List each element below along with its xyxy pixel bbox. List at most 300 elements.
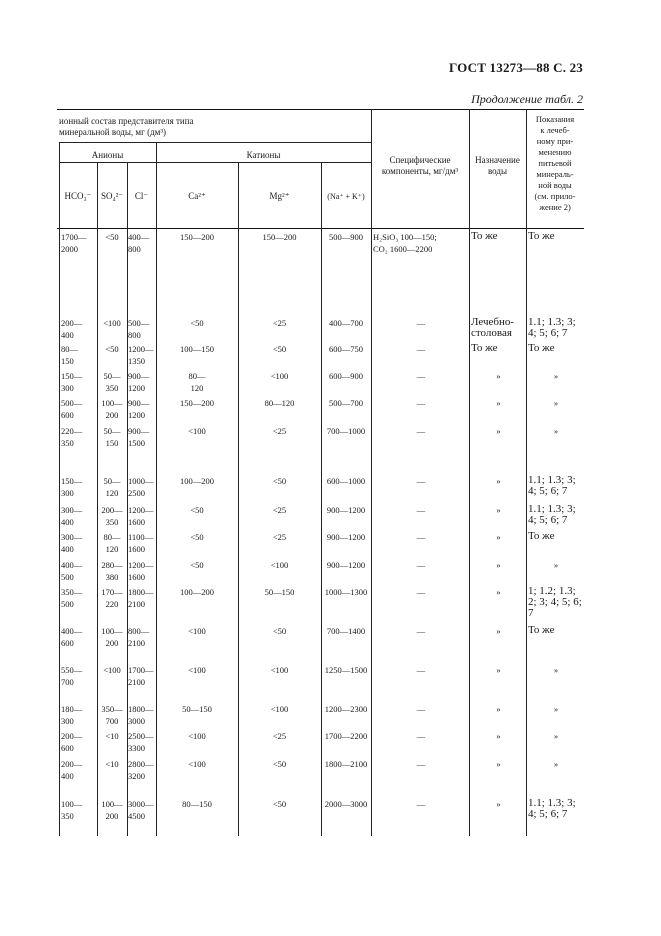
cell-hco3 — [61, 397, 97, 421]
cell-nak — [321, 758, 371, 770]
cell-line: <50 — [272, 626, 287, 636]
cell-line: 300 — [61, 383, 74, 393]
cell-line: 120 — [105, 488, 119, 498]
header-indications-line: жение 2) — [539, 202, 571, 212]
cell-line: » — [496, 731, 501, 741]
cell-line: 350 — [61, 811, 74, 821]
cell-line: <100 — [270, 560, 289, 570]
cell-line: <100 — [270, 371, 289, 381]
cell-mg — [238, 758, 321, 770]
cell-line: 1800— — [128, 704, 154, 714]
cell-line: — — [416, 704, 426, 714]
cell-ca — [156, 370, 238, 394]
cell-nak — [321, 559, 371, 571]
cell-ca — [156, 703, 238, 715]
cell-ind — [528, 475, 584, 497]
cell-line: 900—1200 — [326, 560, 366, 570]
cell-purpose — [471, 586, 526, 598]
cell-line: 500 — [61, 599, 74, 609]
cell-line: — — [416, 665, 426, 675]
cell-nak — [321, 798, 371, 810]
cell-purpose — [471, 730, 526, 742]
cell-line: 80— — [103, 532, 121, 542]
header-purpose-line2: воды — [487, 166, 508, 176]
cell-line: 2000—3000 — [324, 799, 368, 809]
cell-line: 1700— — [128, 665, 154, 675]
cell-spec — [373, 664, 469, 676]
cell-line: 1.1; 1.3; 3; — [528, 797, 576, 809]
cell-mg — [238, 625, 321, 637]
cell-mg — [238, 703, 321, 715]
table-continuation-label: Продолжение табл. 2 — [471, 92, 583, 106]
cell-line: 350 — [105, 517, 119, 527]
cell-line: 1.1; 1.3; 3; — [528, 316, 576, 328]
header-indications-line: Показания — [535, 114, 575, 124]
cell-line: То же — [528, 230, 555, 242]
cell-line: » — [496, 626, 501, 636]
cell-ind — [528, 798, 584, 820]
cell-ca — [156, 531, 238, 543]
cell-purpose — [471, 397, 526, 409]
cell-line: <100 — [188, 731, 206, 741]
cell-ind — [528, 758, 584, 770]
cell-line: 200 — [105, 410, 119, 420]
cell-nak — [321, 317, 371, 329]
header-indications-line: к лечеб- — [540, 125, 570, 135]
cell-line: 3000— — [128, 799, 154, 809]
cell-spec — [373, 531, 469, 543]
cell-ind — [528, 730, 584, 742]
cell-line: 1000—1300 — [324, 587, 368, 597]
cell-line: <100 — [188, 426, 206, 436]
cell-line: То же — [471, 230, 498, 242]
cell-line: 120 — [105, 544, 119, 554]
header-specific-line2: компоненты, мг/дм³ — [381, 166, 459, 176]
cell-line: <100 — [188, 626, 206, 636]
cell-line: 1500 — [128, 438, 145, 448]
cell-line: CO₂ 1600—2200 — [373, 244, 433, 254]
cell-mg — [238, 425, 321, 437]
cell-line: 500— — [61, 398, 83, 408]
cell-line: <50 — [190, 532, 204, 542]
cell-so4 — [97, 586, 127, 610]
cell-line: 900— — [128, 398, 150, 408]
cell-line: — — [416, 318, 426, 328]
cell-so4 — [97, 703, 127, 727]
cell-so4 — [97, 343, 127, 355]
cell-line: » — [496, 532, 501, 542]
cell-line: 150— — [61, 476, 83, 486]
cell-hco3 — [61, 703, 97, 727]
cell-line: 380 — [105, 572, 119, 582]
cell-line: 2; 3; 4; 5; 6; — [528, 596, 582, 608]
cell-so4 — [97, 798, 127, 822]
header-hco3: HCO₃⁻ — [64, 191, 92, 201]
cell-line: 400 — [61, 517, 74, 527]
col-divider — [526, 109, 527, 836]
cell-spec — [373, 425, 469, 437]
cell-line: 700—1400 — [326, 626, 366, 636]
header-cations: Катионы — [246, 150, 281, 160]
cell-line: 200 — [105, 638, 119, 648]
cell-cl — [128, 231, 156, 255]
cell-line: — — [416, 626, 426, 636]
cell-ind — [528, 586, 584, 619]
cell-line: 280— — [101, 560, 123, 570]
cell-line: 180— — [61, 704, 83, 714]
cell-line: <50 — [105, 344, 119, 354]
cell-ind — [528, 625, 584, 636]
cell-line: 1350 — [128, 356, 145, 366]
cell-line: 200— — [101, 505, 123, 515]
cell-line: 150 — [61, 356, 74, 366]
cell-cl — [128, 343, 156, 367]
header-indications-line: ному при- — [536, 136, 574, 146]
header-rule-groups — [59, 162, 371, 163]
cell-purpose — [471, 370, 526, 382]
cell-line: » — [553, 426, 559, 436]
cell-line: 350 — [105, 383, 119, 393]
cell-line: 2100 — [128, 677, 145, 687]
cell-spec — [373, 586, 469, 598]
cell-cl — [128, 397, 156, 421]
cell-ca — [156, 425, 238, 437]
cell-line: 600—900 — [329, 371, 363, 381]
cell-line: 900— — [128, 371, 150, 381]
cell-line: 900—1200 — [326, 505, 366, 515]
cell-hco3 — [61, 343, 97, 367]
cell-mg — [238, 370, 321, 382]
cell-mg — [238, 317, 321, 329]
cell-line: 900— — [128, 426, 150, 436]
cell-line: 800— — [128, 626, 150, 636]
cell-nak — [321, 531, 371, 543]
cell-line: 1600 — [128, 572, 145, 582]
cell-line: 600 — [61, 638, 74, 648]
cell-line: 1100— — [128, 532, 154, 542]
cell-nak — [321, 231, 371, 243]
cell-line: 1250—1500 — [324, 665, 368, 675]
cell-nak — [321, 475, 371, 487]
cell-ind — [528, 504, 584, 526]
cell-line: 1200— — [128, 344, 154, 354]
cell-ca — [156, 475, 238, 487]
cell-cl — [128, 475, 156, 499]
cell-hco3 — [61, 559, 97, 583]
cell-so4 — [97, 231, 127, 243]
cell-line: 220 — [105, 599, 119, 609]
cell-line: <100 — [188, 759, 206, 769]
cell-line: 100— — [101, 626, 123, 636]
cell-line: 1800— — [128, 587, 154, 597]
cell-line: 4; 5; 6; 7 — [528, 514, 568, 526]
cell-line: 100— — [101, 799, 123, 809]
cell-line: 300 — [61, 716, 74, 726]
header-specific-line1: Специфические — [389, 155, 451, 165]
cell-line: То же — [471, 342, 498, 354]
cell-line: 4; 5; 6; 7 — [528, 808, 568, 820]
cell-line: » — [553, 398, 559, 408]
cell-purpose — [471, 758, 526, 770]
cell-line: 1700— — [61, 232, 87, 242]
page-title: ГОСТ 13273—88 С. 23 — [449, 60, 583, 75]
cell-mg — [238, 730, 321, 742]
cell-purpose — [471, 231, 526, 242]
header-purpose-line1: Назначение — [475, 155, 520, 165]
cell-line: 2100 — [128, 638, 145, 648]
header-anions: Анионы — [91, 150, 124, 160]
cell-cl — [128, 317, 156, 341]
cell-line: 7 — [528, 607, 534, 619]
col-divider — [371, 109, 372, 836]
cell-line: 80—150 — [182, 799, 212, 809]
header-ionic-line1: ионный состав представителя типа — [59, 116, 194, 126]
cell-line: 50— — [103, 476, 121, 486]
cell-ind — [528, 343, 584, 354]
cell-line: — — [416, 398, 426, 408]
cell-mg — [238, 531, 321, 543]
cell-so4 — [97, 475, 127, 499]
cell-line: <25 — [272, 318, 287, 328]
cell-line: 800 — [128, 330, 141, 340]
cell-line: 2500 — [128, 488, 145, 498]
cell-line: столовая — [471, 327, 512, 339]
cell-mg — [238, 504, 321, 516]
cell-line: » — [496, 371, 501, 381]
cell-line: 400— — [128, 232, 150, 242]
cell-line: 600—1000 — [326, 476, 366, 486]
cell-line: — — [416, 560, 426, 570]
cell-so4 — [97, 559, 127, 583]
cell-ca — [156, 586, 238, 598]
cell-line: 300— — [61, 532, 83, 542]
cell-purpose — [471, 798, 526, 810]
cell-purpose — [471, 664, 526, 676]
cell-line: 1600 — [128, 544, 145, 554]
cell-hco3 — [61, 531, 97, 555]
cell-hco3 — [61, 730, 97, 754]
cell-line: 1.1; 1.3; 3; — [528, 503, 576, 515]
cell-ca — [156, 559, 238, 571]
cell-line: <25 — [272, 532, 287, 542]
cell-ca — [156, 625, 238, 637]
cell-hco3 — [61, 586, 97, 610]
cell-line: 400—700 — [329, 318, 363, 328]
cell-line: 100— — [61, 799, 83, 809]
cell-spec — [373, 231, 469, 255]
cell-line: 1700—2200 — [324, 731, 368, 741]
cell-line: 1.1; 1.3; 3; — [528, 474, 576, 486]
cell-line: 1000— — [128, 476, 154, 486]
cell-line: 3000 — [128, 716, 145, 726]
cell-line: 50—150 — [182, 704, 212, 714]
cell-line: <100 — [103, 318, 121, 328]
header-indications-line: питьевой — [538, 158, 572, 168]
cell-line: 150—200 — [262, 232, 297, 242]
cell-line: 1200 — [128, 383, 145, 393]
cell-line: Лечебно- — [471, 316, 515, 328]
cell-line: 80— — [61, 344, 78, 354]
cell-hco3 — [61, 317, 97, 341]
cell-line: <10 — [105, 731, 119, 741]
cell-line: 550— — [61, 665, 83, 675]
cell-ind — [528, 664, 584, 676]
header-rule-ionic — [59, 142, 371, 143]
cell-line: 4; 5; 6; 7 — [528, 485, 568, 497]
cell-line: 600—750 — [329, 344, 363, 354]
col-divider — [59, 142, 60, 836]
cell-cl — [128, 370, 156, 394]
cell-line: 300 — [61, 488, 74, 498]
cell-mg — [238, 664, 321, 676]
cell-line: — — [416, 476, 426, 486]
cell-mg — [238, 559, 321, 571]
cell-line: <100 — [270, 665, 289, 675]
cell-spec — [373, 317, 469, 329]
header-mg: Mg²⁺ — [269, 191, 290, 201]
cell-hco3 — [61, 664, 97, 688]
cell-cl — [128, 586, 156, 610]
cell-line: <10 — [105, 759, 119, 769]
cell-line: 1600 — [128, 517, 145, 527]
cell-line: 1200— — [128, 505, 154, 515]
cell-line: — — [416, 505, 426, 515]
cell-line: 3300 — [128, 743, 145, 753]
cell-line: 80— — [188, 371, 206, 381]
cell-line: » — [553, 560, 559, 570]
cell-line: » — [496, 704, 501, 714]
cell-line: 200— — [61, 759, 83, 769]
cell-line: 1; 1.2; 1.3; — [528, 585, 576, 597]
cell-hco3 — [61, 425, 97, 449]
cell-line: 100—150 — [180, 344, 214, 354]
cell-line: <100 — [103, 665, 121, 675]
cell-so4 — [97, 531, 127, 555]
cell-cl — [128, 798, 156, 822]
cell-purpose — [471, 625, 526, 637]
cell-line: 2500— — [128, 731, 154, 741]
cell-line: 50— — [103, 426, 121, 436]
cell-purpose — [471, 343, 526, 354]
cell-line: 700—1000 — [326, 426, 366, 436]
cell-line: — — [416, 731, 426, 741]
cell-line: 700 — [61, 677, 74, 687]
cell-nak — [321, 730, 371, 742]
cell-line: » — [496, 759, 501, 769]
cell-line: <50 — [190, 505, 204, 515]
cell-cl — [128, 758, 156, 782]
cell-purpose — [471, 475, 526, 487]
cell-line: 120 — [190, 383, 204, 393]
cell-line: 350 — [61, 438, 74, 448]
cell-hco3 — [61, 370, 97, 394]
cell-so4 — [97, 664, 127, 676]
cell-cl — [128, 703, 156, 727]
cell-nak — [321, 425, 371, 437]
cell-line: <50 — [272, 344, 287, 354]
header-na-k: (Na⁺ + K⁺) — [327, 192, 365, 201]
cell-spec — [373, 370, 469, 382]
cell-mg — [238, 586, 321, 598]
cell-line: 350— — [61, 587, 83, 597]
cell-ca — [156, 664, 238, 676]
cell-ca — [156, 758, 238, 770]
cell-line: » — [496, 665, 501, 675]
cell-line: <50 — [190, 560, 204, 570]
cell-nak — [321, 504, 371, 516]
cell-spec — [373, 730, 469, 742]
cell-line: 500 — [61, 572, 74, 582]
header-indications-line: менению — [538, 147, 572, 157]
cell-line: » — [496, 398, 501, 408]
cell-line: 4; 5; 6; 7 — [528, 327, 568, 339]
cell-line: » — [553, 731, 559, 741]
cell-line: » — [553, 759, 559, 769]
cell-line: » — [496, 505, 501, 515]
cell-so4 — [97, 504, 127, 528]
cell-purpose — [471, 703, 526, 715]
cell-cl — [128, 425, 156, 449]
cell-ind — [528, 425, 584, 437]
cell-line: <25 — [272, 731, 287, 741]
header-indications-line: минераль- — [536, 169, 574, 179]
cell-nak — [321, 586, 371, 598]
cell-cl — [128, 559, 156, 583]
cell-spec — [373, 559, 469, 571]
cell-line: » — [496, 426, 501, 436]
cell-line: 80—120 — [264, 398, 295, 408]
cell-line: 100—200 — [180, 587, 214, 597]
cell-spec — [373, 397, 469, 409]
cell-line: 600 — [61, 410, 74, 420]
cell-mg — [238, 798, 321, 810]
cell-hco3 — [61, 504, 97, 528]
cell-line: » — [553, 371, 559, 381]
cell-line: 500— — [128, 318, 150, 328]
cell-line: 200— — [61, 731, 83, 741]
cell-hco3 — [61, 625, 97, 649]
cell-line: » — [496, 476, 501, 486]
cell-line: 50— — [103, 371, 121, 381]
cell-line: 700 — [105, 716, 119, 726]
cell-line: » — [496, 560, 501, 570]
cell-line: 400— — [61, 626, 83, 636]
cell-spec — [373, 758, 469, 770]
cell-cl — [128, 531, 156, 555]
cell-ind — [528, 231, 584, 242]
cell-so4 — [97, 370, 127, 394]
cell-line: 150 — [105, 438, 119, 448]
cell-line: 100— — [101, 398, 123, 408]
cell-line: — — [416, 532, 426, 542]
cell-ca — [156, 231, 238, 243]
cell-purpose — [471, 559, 526, 571]
cell-line: 500—700 — [329, 398, 363, 408]
cell-ind — [528, 370, 584, 382]
data-table — [57, 109, 584, 836]
cell-cl — [128, 504, 156, 528]
header-ca: Ca²⁺ — [188, 191, 206, 201]
cell-line: 1200— — [128, 560, 154, 570]
cell-line: 600 — [61, 743, 74, 753]
cell-nak — [321, 370, 371, 382]
cell-mg — [238, 475, 321, 487]
cell-purpose — [471, 531, 526, 543]
cell-line: — — [416, 587, 426, 597]
cell-line: То же — [528, 342, 555, 354]
cell-line: — — [416, 426, 426, 436]
cell-line: — — [416, 759, 426, 769]
